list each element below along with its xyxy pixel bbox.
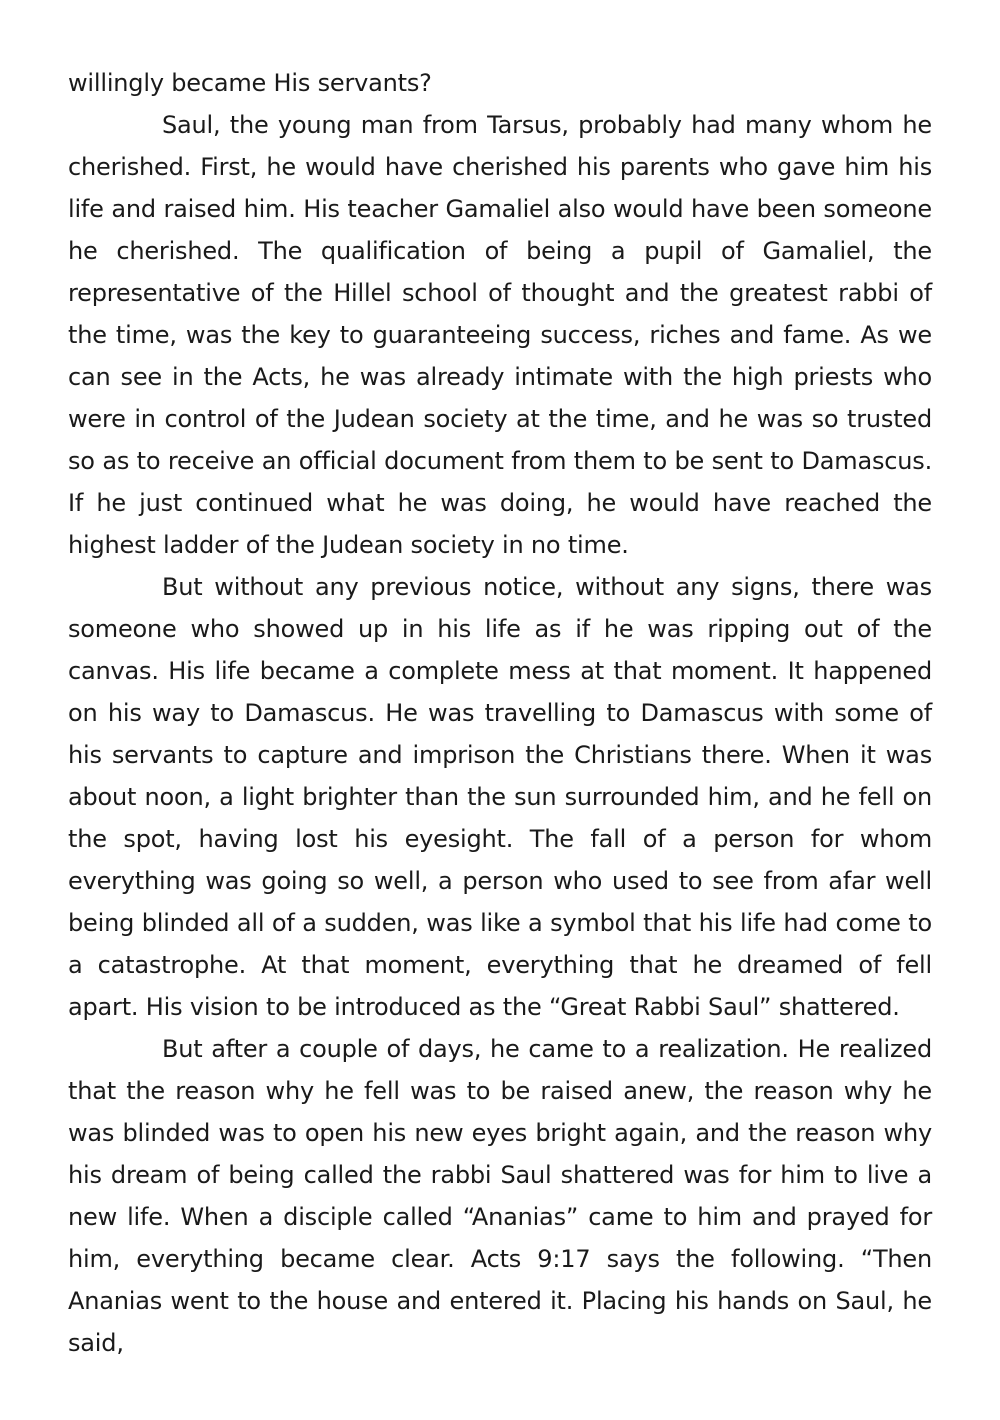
paragraph-saul-cherished: Saul, the young man from Tarsus, probably had many whom he cherished. First, he would have cherished his parents who gave him his life and raised him. His teacher Gamaliel also would have been someone he cherished. The qualification of being a pupil of Gamaliel, the representative of the Hillel school of thought and the greatest rabbi of the time, was the key to guaranteeing success, riches and fame. As we can see in the Acts, he was already intimate with the high priests who were in control of the Judean society at the time, and he was so trusted so as to receive an official document from them to be sent to Damascus. If he just continued what he was doing, he would have reached the highest ladder of the Judean society in no time. bbox=[68, 111, 932, 559]
paragraph-realization: But after a couple of days, he came to a realization. He realized that the reason why he fell was to be raised anew, the reason why he was blinded was to open his new eyes bright again, and the reason why his dream of being called the rabbi Saul shattered was for him to live a new life. When a disciple called “Ananias” came to him and prayed for him, everything became clear. Acts 9:17 says the following. “Then Ananias went to the house and entered it. Placing his hands on Saul, he said, bbox=[68, 1035, 932, 1357]
paragraph-continuation: willingly became His servants? bbox=[68, 69, 432, 97]
document-page bbox=[68, 62, 932, 1364]
paragraph-road-to-damascus: But without any previous notice, without any signs, there was someone who showed up in his life as if he was ripping out of the canvas. His life became a complete mess at that moment. It happened on his way to Damascus. He was travelling to Damascus with some of his servants to capture and imprison the Christians there. When it was about noon, a light brighter than the sun surrounded him, and he fell on the spot, having lost his eyesight. The fall of a person for whom everything was going so well, a person who used to see from afar well being blinded all of a sudden, was like a symbol that his life had come to a catastrophe. At that moment, everything that he dreamed of fell apart. His vision to be introduced as the “Great Rabbi Saul” shattered. bbox=[68, 573, 932, 1021]
